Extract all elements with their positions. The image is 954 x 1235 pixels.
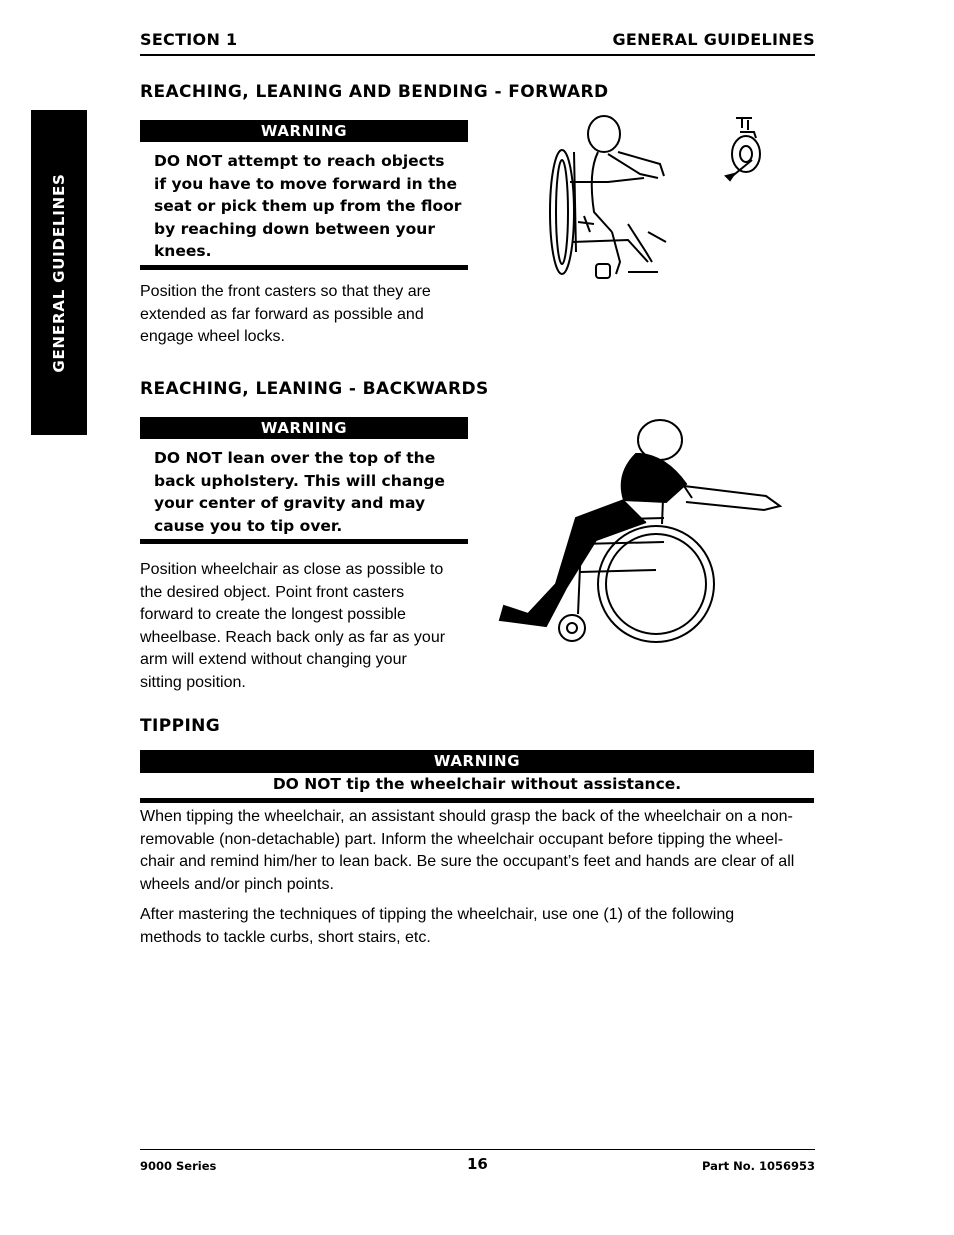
body-line: chair and remind him/her to lean back. Be sure the occupant’s feet and hands are clear of all [140,853,795,871]
page-number: 16 [467,1155,488,1173]
body-line: removable (non-detachable) part. Inform the wheelchair occupant before tipping the wheel- [140,830,784,848]
forward-warning-text [154,150,468,263]
caster-detail-illustration [722,114,774,186]
warning-line: by reaching down between your [154,219,435,238]
body-line: extended as far forward as possible and [140,305,424,323]
warning-line: DO NOT attempt to reach objects [154,152,445,170]
forward-warning-bar: WARNING [140,120,468,142]
side-tab [31,110,87,435]
warning-line: seat or pick them up from the floor [154,197,462,216]
footer-rule [140,1149,815,1150]
tipping-warning-rule [140,798,814,803]
body-line: After mastering the techniques of tipping the wheelchair, use one (1) of the following [140,906,735,923]
warning-line: back upholstery. This will change [154,471,445,490]
body-line: Position the front casters so that they are [140,283,431,300]
warning-line: knees. [154,242,212,261]
tipping-heading: TIPPING [140,716,221,736]
warning-line: cause you to tip over. [154,516,343,535]
forward-heading: REACHING, LEANING AND BENDING - FORWARD [140,82,609,102]
body-line: the desired object. Point front casters [140,583,405,601]
backward-reach-illustration [496,414,786,656]
warning-line: if you have to move forward in the [154,174,458,193]
tipping-warning-text: DO NOT tip the wheelchair without assistance. [272,775,682,793]
body-line: wheelbase. Reach back only as far as your [140,628,446,646]
forward-warning-rule [140,265,468,270]
backward-warning-bar: WARNING [140,417,468,439]
section-label: SECTION 1 [140,30,238,49]
body-line: forward to create the longest possible [140,606,406,624]
backward-warning-rule [140,539,468,544]
forward-lean-illustration [548,112,698,288]
body-line: Position wheelchair as close as possible to [140,561,444,578]
tipping-warning-bar: WARNING [140,750,814,773]
body-line: sitting position. [140,673,246,691]
warning-line: DO NOT lean over the top of the [154,449,436,467]
body-line: When tipping the wheelchair, an assistant should grasp the back of the wheelchair on a non- [140,808,793,825]
side-tab-label: GENERAL GUIDELINES [50,172,68,373]
forward-body [140,281,470,349]
header-rule [140,54,815,56]
backward-body [140,559,470,695]
tipping-paragraph-2 [140,904,820,949]
body-line: arm will extend without changing your [140,651,407,669]
footer-series: 9000 Series [140,1159,217,1173]
warning-line: your center of gravity and may [154,494,426,513]
footer-part-number: Part No. 1056953 [702,1159,815,1173]
tipping-paragraph-1 [140,806,820,896]
backward-warning-text [154,447,468,537]
backward-heading: REACHING, LEANING - BACKWARDS [140,379,489,399]
body-line: methods to tackle curbs, short stairs, etc. [140,928,431,946]
header-title: GENERAL GUIDELINES [612,30,815,49]
body-line: engage wheel locks. [140,328,285,346]
body-line: wheels and/or pinch points. [140,875,334,893]
